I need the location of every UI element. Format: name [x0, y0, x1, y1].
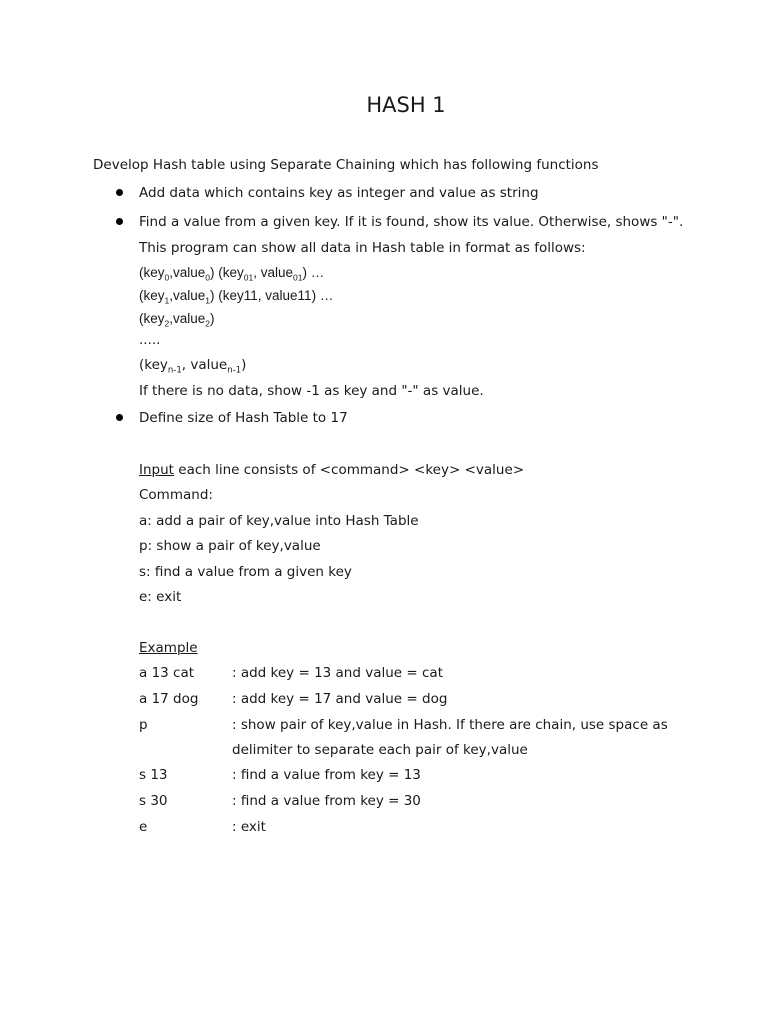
command-item: s: find a value from a given key — [139, 564, 352, 580]
example-command: e — [139, 819, 148, 835]
example-command: p — [139, 717, 148, 733]
bullet-item: Define size of Hash Table to 17 — [139, 410, 348, 426]
example-heading: Example — [139, 640, 198, 656]
example-row — [139, 767, 739, 783]
bullet-icon — [116, 189, 123, 196]
example-command: a 13 cat — [139, 665, 195, 681]
bullet-item: Find a value from a given key. If it is found, show its value. Otherwise, shows "-". — [139, 214, 684, 230]
input-heading: Input — [139, 462, 174, 478]
input-description: Input each line consists of <command> <key> <value> — [139, 462, 525, 478]
example-row — [139, 691, 739, 707]
example-command: a 17 dog — [139, 691, 199, 707]
format-row-2: (key$_2$,value$_2$) — [139, 311, 215, 329]
page-title: HASH 1 — [366, 93, 446, 117]
example-description: : add key = 17 and value = dog — [232, 691, 448, 707]
bullet-icon — [116, 218, 123, 225]
format-description: This program can show all data in Hash table in format as follows: — [139, 240, 586, 256]
format-row-n: (key$_{n-1}$, value$_{n-1}$) — [139, 357, 247, 376]
example-row — [139, 665, 739, 681]
bullet-icon — [116, 414, 123, 421]
format-row-0: (key$_0$,value$_0$) (key$_{01}$, value$_{01}$) … — [139, 265, 325, 283]
command-item: e: exit — [139, 589, 182, 605]
example-description: : find a value from key = 13 — [232, 767, 421, 783]
example-command: s 13 — [139, 767, 168, 783]
example-command: s 30 — [139, 793, 168, 809]
example-row — [139, 717, 739, 733]
no-data-note: If there is no data, show -1 as key and "-" as value. — [139, 383, 484, 399]
format-row-1: (key$_1$,value$_1$) (key11, value11) … — [139, 288, 334, 306]
command-label: Command: — [139, 487, 213, 503]
command-item: p: show a pair of key,value — [139, 538, 321, 554]
example-description: : add key = 13 and value = cat — [232, 665, 443, 681]
example-description: : find a value from key = 30 — [232, 793, 421, 809]
command-item: a: add a pair of key,value into Hash Table — [139, 513, 419, 529]
example-row — [139, 819, 739, 835]
format-ellipsis: ..... — [139, 332, 161, 348]
bullet-item: Add data which contains key as integer and value as string — [139, 185, 539, 201]
intro-text: Develop Hash table using Separate Chaining which has following functions — [93, 157, 599, 173]
example-description: : show pair of key,value in Hash. If there are chain, use space as — [232, 717, 668, 733]
example-description: : exit — [232, 819, 266, 835]
example-row — [139, 793, 739, 809]
example-description: delimiter to separate each pair of key,value — [232, 742, 528, 758]
